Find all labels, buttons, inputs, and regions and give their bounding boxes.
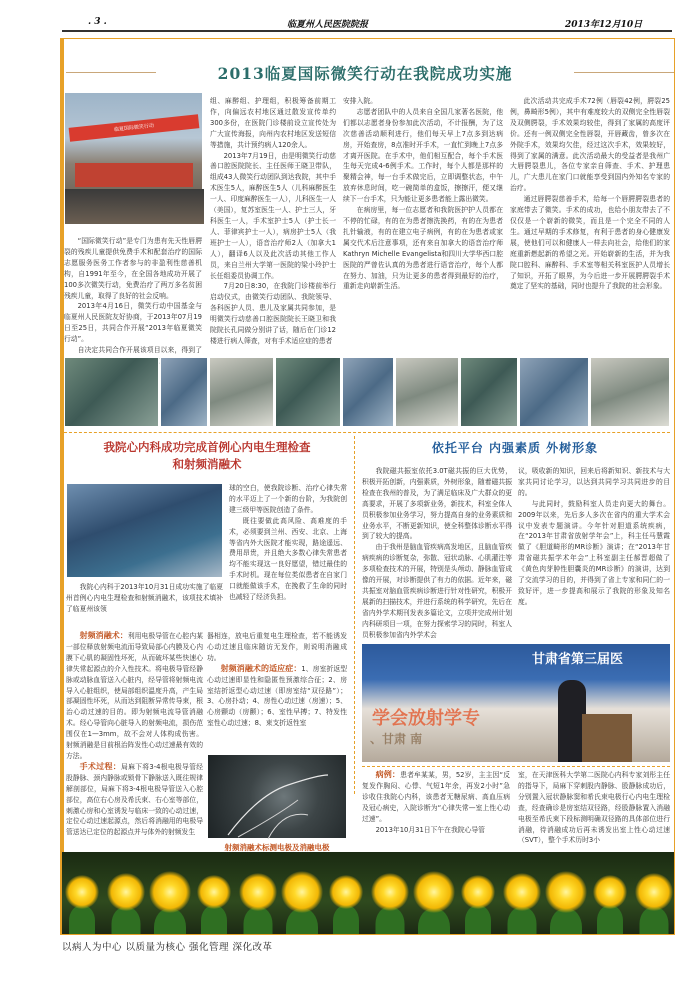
- cardio-title-line2: 和射频消融术: [172, 457, 242, 471]
- event-crowd: [65, 189, 204, 224]
- paragraph: 由于我州是脑血管疾病高发地区，且脑血管疾病疾病的诊断复杂，弥散、冠状动脉、心肌灌注等多项检查技术的开展，特别是头颅动、静脉血管成像的开展，对诊断提供了有力的依据。近年来，磁共振室对脑血管疾病诊断进行针对性研究，积极开展新的扫描技术，并进行系统的科学研究，先后在省内外学术期刊发表多篇论文，立项并完成州计划内科研项目一项，在努力探索学习的同时，科室人员积极参加省内外学术会: [362, 543, 512, 639]
- paragraph: 在病房里，每一位志愿者和我院医护护人员都在不停的忙碌，有的在为患者擦洗换药，有的在为患者扎针输液，有的在建立电子病例，有的在为患者或家属交代术后注意事项，还有来自加拿大的语音治疗师Kathryn Michelle Evangelista和四川大学华西口腔医院的严曾佐认真的为患者进行语音治疗，每个人都在努力、加油，只为让更多的患者得到最好的治疗，重新走向崭新生活。: [343, 206, 503, 291]
- indications-heading: 射频消融术的适应症：: [220, 663, 302, 673]
- paragraph: [66, 762, 203, 838]
- cardio-lab-photo: [66, 483, 223, 578]
- procedure-text: 局麻下将3-4根电极导管经股静脉、颈内静脉或锁骨下静脉送入既往规律解剖部位，局麻下将3-4根电极导管送入心腔部位，高位右心房及希氏束、右心室等部位，刺激心房和心室诱发与临床一致的心动过速，定位心动过速起源点，然后将消融用的电极导管送达已定位的起源点并与体外的射频发生: [66, 762, 203, 837]
- catheter-lines: [208, 755, 348, 840]
- platform-col2: [518, 466, 670, 642]
- event-stage: [75, 163, 193, 187]
- conference-slogan-2: 、甘肃 南: [370, 732, 423, 746]
- smile-event-photo: [64, 92, 203, 223]
- title-rule-right: [574, 72, 674, 73]
- case-divider: [362, 766, 670, 767]
- podium: [582, 714, 632, 762]
- conference-photo: [362, 644, 670, 762]
- platform-col1: [362, 466, 512, 642]
- paragraph: 既往要做此高风险、高难度的手术，必须要到兰州、西安、北京、上海等省内外大医院才能实现，路途遥远、费用昂贵，并且绝大多数心律失常患者均不能实现这一良好愿望，错过最佳的手术时机。现在每位类似患者在自家门口就能做该手术，在挽救了生命的同时也减轻了经济负担。: [229, 516, 347, 602]
- xray-caption: 射频消融术标测电极及消融电极: [224, 843, 330, 852]
- conference-backdrop-text: 甘肃省第三届医: [532, 652, 624, 667]
- paragraph: [66, 631, 203, 762]
- case-text: 患者牟某某，男，52岁，主主因“反复发作胸闷、心悸、气短1年余，再发2小时”急诊收住我院心内科，该患者无糖尿病、高血压病及冠心病史，入院诊断为“心律失常—室上性心动过速”。: [362, 771, 510, 823]
- platform-article-title: 依托平台 内强素质 外树形象: [431, 441, 599, 455]
- chrysanthemum-strip: [62, 852, 674, 934]
- paragraph: 通过唇腭裂慈善手术，给每一个唇腭腭裂患者的家庭带去了微笑。手术的成功，也给小朋友带去了不仅仅是一个崭新的微笑，而且是一个完全不同的人生。通过早期的手术修复，有利于患者的身心健康发展，使他们可以和健康人一样去向社会，给他们的家庭重新燃起新的希望之光。开始崭新的生活，并为我院口腔科、麻醉科、手术室等相关科室医护人员增长了知识，开拓了眼界，为今后进一步开展腭腭裂手术奠定了坚实的基础，同时也提升了我院的社会形象。: [510, 195, 670, 291]
- event-banner: 临夏国际微笑行动: [69, 114, 200, 142]
- surgery-photo: [275, 357, 341, 427]
- surgery-photo: [160, 357, 208, 427]
- paragraph: 自决定共同合作开展该项目以来，得到了: [77, 346, 202, 355]
- case-heading: 病例：: [375, 770, 401, 779]
- paragraph: 安排入院。: [343, 97, 377, 105]
- case-col1: [362, 770, 510, 860]
- paragraph: 与此同时，鼓励科室人员走向更大的舞台。2009年以来，先后多人多次在省内的重大学术会议中发表专题演讲。今年针对胆道系统疾病，在“2013年甘肃省放射学年会”上，科主任马慧霞做了《胆道畸形的MR诊断》演讲；在“2013年甘肃省磁共振学术年会”上科室副主任郝晋超做了《黄色肉芽肿性胆囊炎的MR诊断》的演讲，达到了交流学习的目的，并得到了省上专家和同仁的一致好评，进一步提高和展示了我院的形象及知名度。: [518, 499, 670, 606]
- indications-text: 1、房室折返型心动过速即显性和隐匿性预激综合征；2、房室结折返型心动过速（即房室结“双径路”）；3、心房扑动；4、房性心动过速（房速）；5、心房颤动（房颤）；6、室性早搏；7、特发性室性心动过速；8、束支折返性室: [207, 664, 347, 728]
- paragraph: 器相连，放电后重复电生理检查，若不能诱发心动过速且临床随访无发作，则说明消融成功。: [207, 632, 347, 662]
- conference-slogan: 学会放射学专: [372, 708, 480, 729]
- section-divider: [64, 432, 670, 433]
- paragraph: 2013年7月19日，由是明微笑行动慈善口腔医院院长、主任医师王晓卫带队，组成43人微笑行动团队到达我院，其中手术医生5人，麻醉医生5人（儿科麻醉医生一人、印度麻醉医生一人），儿科医生一人（美国），复苏室医生一人、护士三人，牙科医生一人，手术室护士5人（护士长一人、菲律宾护士一人），病房护士5人（我班护士一人），语音治疗师2人（加拿大1人），翻译6人以及此次活动其他工作人员，来自兰州大学第一医院的梁小玲护士长任组委员协调工作。: [210, 151, 336, 280]
- title-rule-left: [66, 72, 156, 73]
- newspaper-name: 临夏州人民医院院报: [287, 20, 369, 30]
- photo-strip: [64, 357, 670, 427]
- page-number: . 3 .: [88, 17, 107, 27]
- paragraph: [207, 664, 347, 729]
- cardio-article-title: [66, 439, 348, 473]
- ward-photo: [590, 357, 670, 427]
- footer-slogan: 以病人为中心 以质量为核心 强化管理 深化改革: [62, 942, 273, 953]
- paragraph: [362, 770, 510, 825]
- cardio-intro-col: [229, 483, 347, 623]
- paragraph: 此次活动共完成手术72例（唇裂42例，腭裂25例，鼻畸形5例），其中有难度较大的双侧完全性唇裂及双侧腭裂，手术效果均较佳，得到了家属的高度评价。还有一例双侧完全性唇裂，开唇藏齿，曾多次在外院手术，效果均欠佳，经过这次手术，效果较好，得到了家属的满意。此次活动最大的受益者是我州广大唇腭裂患儿，各位专家亲自筛查、手术、护理患儿，广大患儿在家门口就能享受到国内外知名专家的治疗。: [510, 97, 670, 193]
- header-rule: [62, 30, 672, 32]
- paragraph: “国际微笑行动”是专门为患有先天性唇腭裂的残疾儿童提供免费手术和配套治疗的国际志愿服务医务工作者参与的非盈利性慈善机构，自1991年至今，在全国各地成功开展了100多次微笑行动，免费治疗了两万多名贫困残疾儿童，取得了良好的社会反响。: [64, 237, 202, 300]
- petal: [635, 873, 673, 911]
- chrysanthemum: [619, 852, 674, 934]
- cardio-col1: [66, 631, 203, 851]
- paragraph: 组、麻醉组、护理组，积极筹备前期工作，向偏远农村地区通过散发宣传单约300多份，在医院门诊楼前设立宣传处为广大宣传海报，向州内农村地区发送短信等措施，共计预约病人120余人。: [210, 97, 336, 149]
- paragraph: 志愿者团队中的人员来自全国几家著名医院，他们都以志愿者身份参加此次活动，不计报酬，为了这次慈善活动顺利进行，他们每天早上7点多到达病房，开始查房，8点准时开手术，一直忙到晚上7点多才离开医院。在手术中，他们相互配合，每个手术医生每天完成4-6例手术。工作时，每个人都是那样的聚精会神，每一台手术做完后，立即调整状态，中午放弃休息时间，吃一碗简单的盒饭，擦擦汗，便又继续下一台手术，只为能让更多患者能上露出微笑。: [343, 107, 503, 204]
- paragraph: 2013年10月31日下午在我院心导管: [375, 825, 485, 834]
- column-divider: [354, 436, 355, 794]
- smile-article-title: 2013临夏国际微笑行动在我院成功实施: [217, 64, 513, 83]
- surgery-photo: [342, 357, 394, 427]
- cardio-col2: [207, 631, 347, 751]
- cardio-photo-caption: 我院心内科于2013年10月31日成功实施了临夏州首例心内电生理检查和射频消融术，该项技术填补了临夏州该领: [66, 583, 223, 613]
- electrode-xray-image: [207, 754, 347, 839]
- rfa-heading: 射频消融术：: [79, 631, 128, 640]
- ward-photo: [395, 357, 459, 427]
- paragraph: 我院磁共振室依托3.0T磁共振的巨大优势，积极开拓创新，内强素质，外树形象，随着磁共振检查在我州的普及，为了满足临床及广大群众的更高要求，开展了多项新业务，新技术，科室全体人员积极参加业务学习，努力提高自身的业务素质和业务水平，不断更新知识，使全科整体诊断水平得到了较大的提高。: [362, 467, 512, 541]
- rfa-text: 利用电极导管在心腔内某一部位释放射频电流而导致局部心内膜及心内膜下心肌的凝固性坏死，从而破坏某些快速心律失常起源点的介入性技术。将电极导管经静脉或动脉血管送入心脏内，经导管将射频电流导入心脏组织，使局部组织温度升高，产生局部凝固性坏死，从而达到阻断异常传导束，根治心动过速的目的。即为射频电流导管消融术。经心导管向心脏导入的射频电流，损伤范围仅在1—3mm，故不会对人体构成伤害。射频消融是目前根治阵发性心动过速最有效的方法。: [66, 632, 203, 760]
- ward-photo: [460, 357, 518, 427]
- ward-photo: [519, 357, 589, 427]
- paragraph: 球的空白，使我院诊断、治疗心律失常的水平迈上了一个新的台阶，为我院创建三级甲等医院创造了条件。: [229, 484, 347, 514]
- cardio-title-line1: 我院心内科成功完成首例心内电生理检查: [103, 440, 311, 454]
- surgery-photo: [209, 357, 274, 427]
- paragraph: 7月20日8:30，在我院门诊楼前举行启动仪式，由微笑行动团队、我院领导、各科医护人员、患儿及家属共同参加，是明微笑行动慈善口腔医院院长王晓卫和我院院长孔同做分别讲了话，随后在门诊12楼进行病人筛查，对有手术适应症的患者: [210, 282, 336, 345]
- surgery-photo: [64, 357, 159, 427]
- paragraph: 室，在天津医科大学第二医院心内科专家刘彤主任的指导下，局麻下穿刺股内静脉、股静脉成功后，分别置入冠状静脉窦和希氏束电极行心内电生理检查，经查确诊是房室结双径路，经股静脉置入消融电极至希氏束下段标测明确双径路的具体部位进行消融，待消融成功后再未诱发出室上性心动过速（SVT），整个手术历时3小: [518, 771, 670, 845]
- paragraph: 2013年4月16日，微笑行动中国基金与临夏州人民医院友好协商，于2013年07月19日至25日，共同合作开展“2013年临夏微笑行动”。: [64, 302, 202, 344]
- procedure-heading: 手术过程：: [79, 761, 122, 771]
- issue-date: 2013年12月10日: [565, 20, 643, 30]
- paragraph: 议，吸收新的知识，回来后将新知识、新技术与大家共同讨论学习，以达到共同学习共同进步的目的。: [518, 467, 670, 497]
